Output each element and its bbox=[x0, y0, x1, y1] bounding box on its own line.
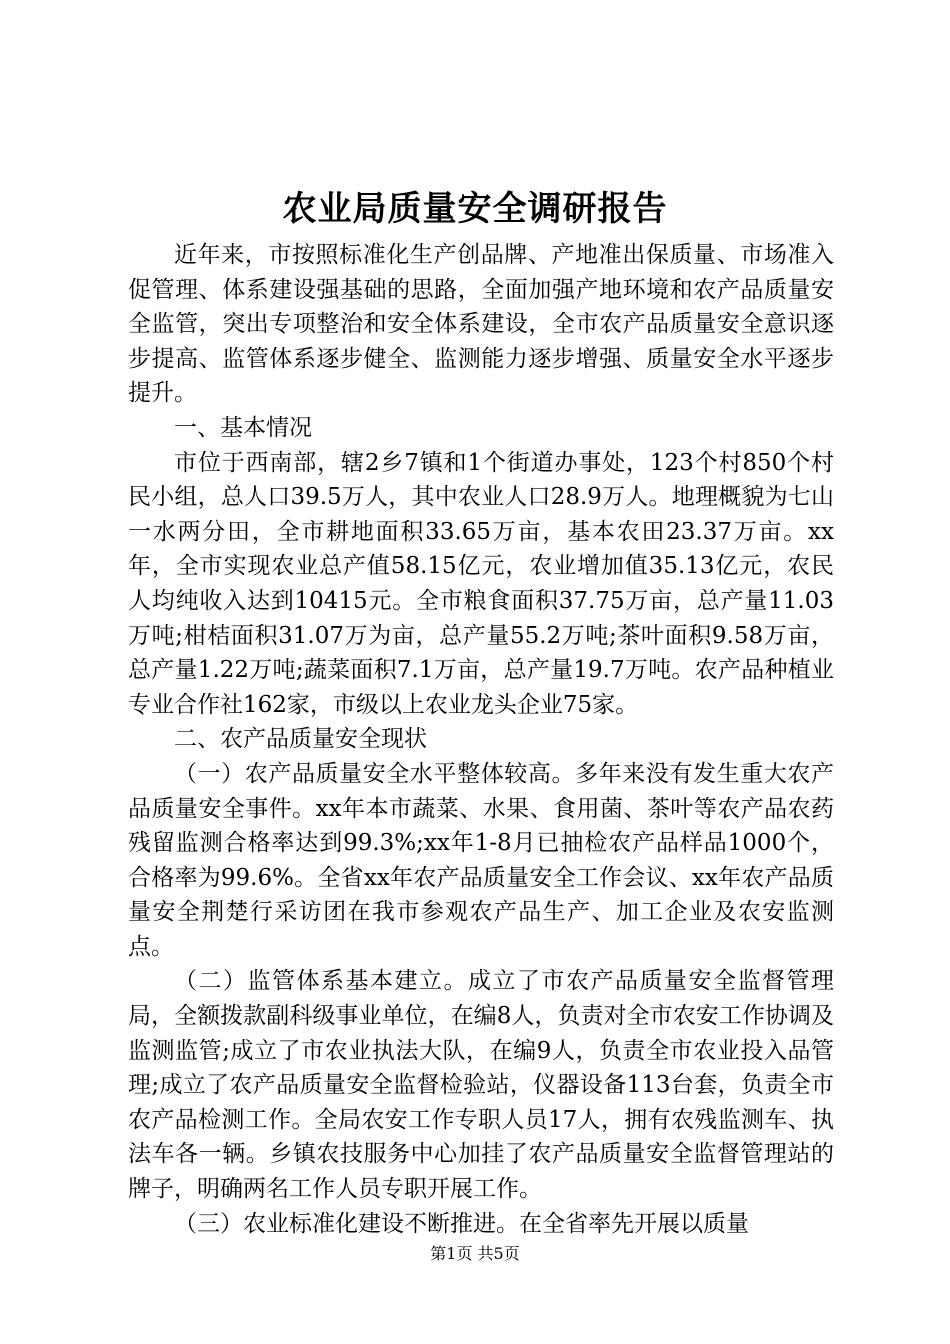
page-number-footer: 第1页 共5页 bbox=[430, 1244, 520, 1263]
status-paragraph-2: （二）监管体系基本建立。成立了市农产品质量安全监督管理局，全额拨款副科级事业单位，在编8人，负责对全市农安工作协调及监测监管;成立了市农业执法大队，在编9人，负责全市农业投入品管理;成立了农产品质量安全监督检验站，仪器设备113台套，负责全市农产品检测工作。全局农安工作专职人员17人，拥有农残监测车、执法车各一辆。乡镇农技服务中心加挂了农产品质量安全监督管理站的牌子，明确两名工作人员专职开展工作。 bbox=[128, 968, 834, 1203]
document-title: 农业局质量安全调研报告 bbox=[282, 189, 668, 229]
document-body bbox=[128, 238, 834, 1241]
basic-situation-paragraph: 市位于西南部，辖2乡7镇和1个街道办事处，123个村850个村民小组，总人口39.5万人，其中农业人口28.9万人。地理概貌为七山一水两分田，全市耕地面积33.65万亩，基本农田23.37万亩。xx年，全市实现农业总产值58.15亿元，农业增加值35.13亿元，农民人均纯收入达到10415元。全市粮食面积37.75万亩，总产量11.03万吨;柑桔面积31.07万为亩，总产量55.2万吨;茶叶面积9.58万亩，总产量1.22万吨;蔬菜面积7.1万亩，总产量19.7万吨。农产品种植业专业合作社162家，市级以上农业龙头企业75家。 bbox=[128, 449, 834, 718]
status-paragraph-1: （一）农产品质量安全水平整体较高。多年来没有发生重大农产品质量安全事件。xx年本市蔬菜、水果、食用菌、茶叶等农产品农药残留监测合格率达到99.3%;xx年1-8月已抽检农产品样品1000个，合格率为99.6%。全省xx年农产品质量安全工作会议、xx年农产品质量安全荆楚行采访团在我市参观农产品生产、加工企业及农安监测点。 bbox=[128, 760, 834, 960]
section-heading-current-status: 二、农产品质量安全现状 bbox=[174, 726, 427, 753]
intro-paragraph: 近年来，市按照标准化生产创品牌、产地准出保质量、市场准入促管理、体系建设强基础的思路，全面加强产地环境和农产品质量安全监管，突出专项整治和安全体系建设，全市农产品质量安全意识逐步提高、监管体系逐步健全、监测能力逐步增强、质量安全水平逐步提升。 bbox=[128, 242, 834, 407]
section-heading-basic-situation: 一、基本情况 bbox=[174, 414, 312, 441]
status-paragraph-3: （三）农业标准化建设不断推进。在全省率先开展以质量 bbox=[174, 1210, 749, 1237]
